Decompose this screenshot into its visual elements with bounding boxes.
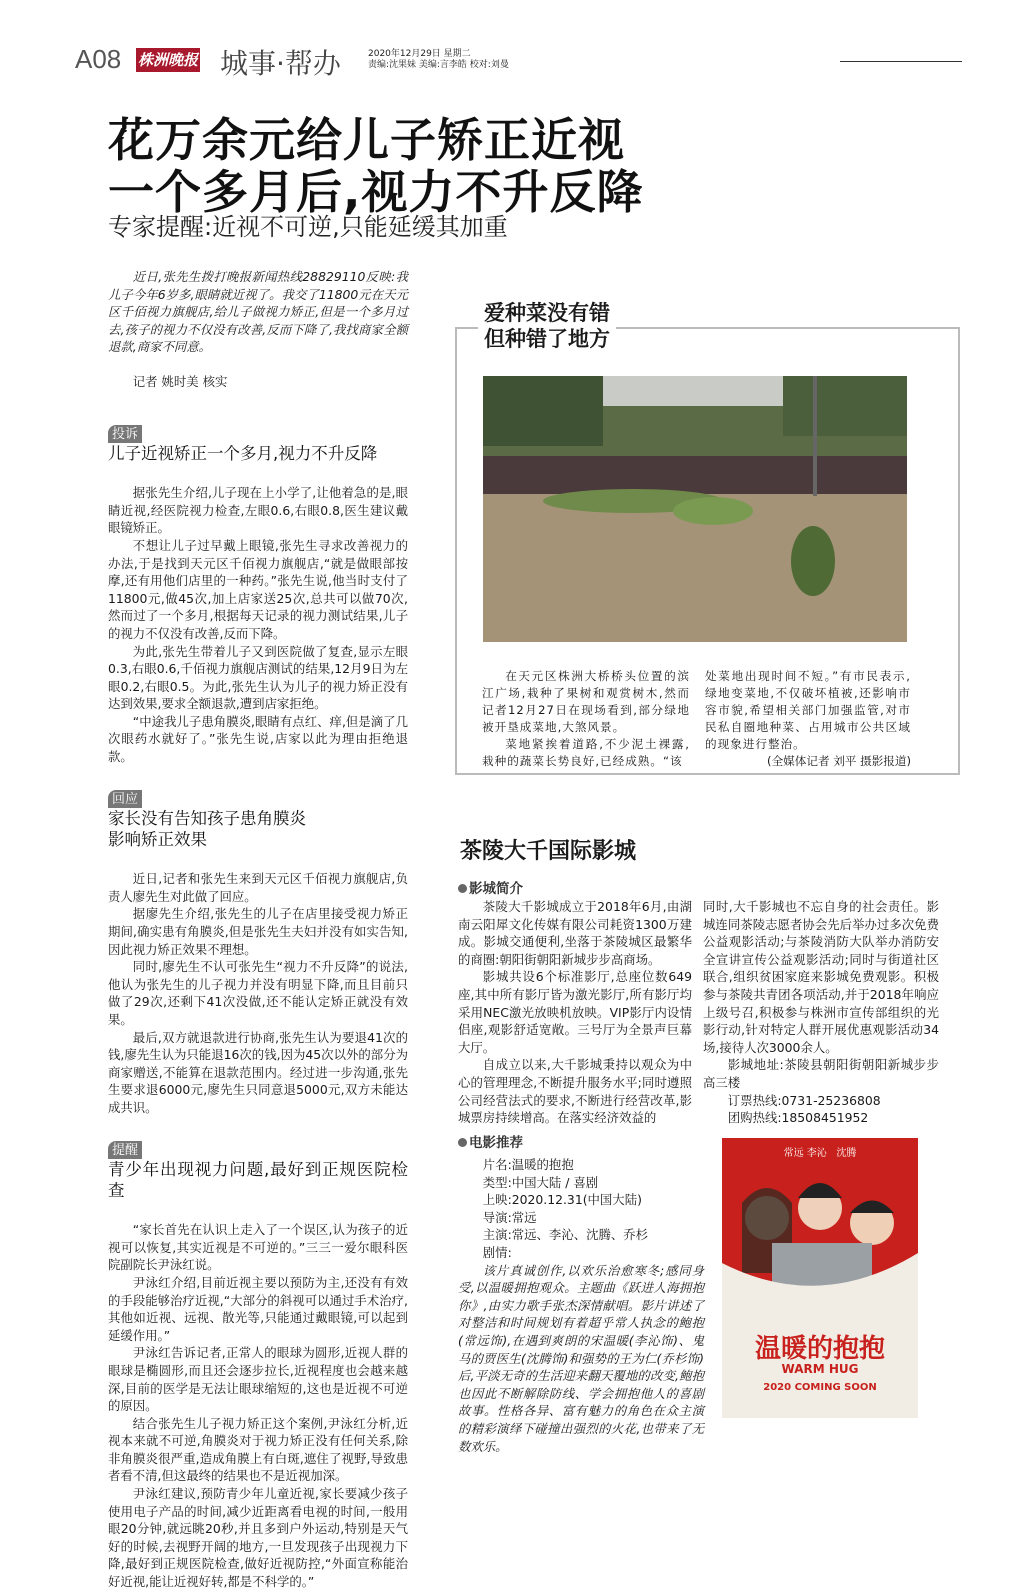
body-paragraph: 据廖先生介绍,张先生的儿子在店里接受视力矫正期间,确实患有角膜炎,但是张先生夫妇并没有如实告知,因此视力矫正效果不理想。 (108, 906, 408, 957)
article-section (108, 425, 408, 766)
film-info-line: 主演:常远、李沁、沈腾、乔杉 (482, 1227, 649, 1243)
ticket-hotline: 订票热线:0731-25236808 (727, 1092, 881, 1108)
tag-label: 投诉 (108, 425, 142, 444)
cinema-paragraph: 自成立以来,大千影城秉持以观众为中心的管理理念,不断提升服务水平;同时遵照公司经营法式的要求,不断进行经营改革,影城票房持续增高。在落实经济效益的 (458, 1057, 692, 1126)
tag-label: 提醒 (108, 1141, 142, 1160)
article-section (108, 1141, 408, 1591)
reporter-line: 记者 姚时美 核实 (132, 373, 228, 389)
headline-line2: 一个多月后,视力不升反降 (108, 165, 644, 219)
section-tag (108, 425, 408, 444)
headline-line1: 花万余元给儿子矫正近视 (108, 113, 625, 167)
cinema-address: 影城地址:茶陵县朝阳街朝阳新城步步高三楼 (703, 1057, 939, 1090)
film-info-line: 剧情: (482, 1244, 512, 1260)
bullet-icon (458, 1138, 467, 1147)
photo-caption-left (482, 668, 690, 770)
movie-poster (722, 1138, 918, 1418)
section-tag (108, 790, 408, 809)
newspaper-logo: 株洲晚报 (136, 48, 200, 72)
article-section (108, 790, 408, 1117)
photo-byline: (全媒体记者 刘平 摄影报道) (767, 754, 911, 768)
film-rec-label (458, 1131, 523, 1151)
film-info-line: 类型:中国大陆 / 喜剧 (482, 1174, 599, 1190)
section-title: 城事·帮办 (220, 47, 341, 80)
body-paragraph: 尹泳红建议,预防青少年儿童近视,家长要减少孩子使用电子产品的时间,减少近距离看电视的时间,一般用眼20分钟,就远眺20秒,并且多到户外运动,特别是天气好的时候,去视野开阔的地方,一旦发现孩子出现视力下降,最好到正规医院检查,做好近视防控,“外面宣称能治好近视,能让近视好转,都是不科学的。” (108, 1486, 408, 1590)
subheadline: 专家提醒:近视不可逆,只能延缓其加重 (108, 213, 508, 241)
poster-title: 温暖的抱抱 (754, 1334, 885, 1364)
intro-paragraph: 近日,张先生拨打晚报新闻热线28829110反映:我儿子今年6岁多,眼睛就近视了。我交了11800元在天元区千佰视力旗舰店,给儿子做视力矫正,但是一个多月过去,孩子的视力不仅没有改善,反而下降了,我找商家全额退款,商家不同意。 (108, 269, 408, 355)
date-credits (368, 49, 509, 71)
section-heading: 青少年出现视力问题,最好到正规医院检查 (108, 1160, 408, 1201)
cinema-intro-label (458, 877, 523, 897)
editor-credits: 责编:沈果妹 美编:言李皓 校对:刘曼 (368, 60, 509, 70)
body-paragraph: 近日,记者和张先生来到天元区千佰视力旗舰店,负责人廖先生对此做了回应。 (108, 871, 408, 904)
body-paragraph: “家长首先在认识上走入了一个误区,认为孩子的近视可以恢复,其实近视是不可逆的。”三三一爱尔眼科医院副院长尹泳红说。 (108, 1222, 408, 1273)
cinema-title: 茶陵大千国际影城 (460, 839, 637, 864)
vegetable-plot-photo (483, 376, 907, 642)
header-rule (840, 61, 962, 62)
label-text: 电影推荐 (469, 1135, 523, 1151)
tag-label: 回应 (108, 790, 142, 809)
body-paragraph: “中途我儿子患角膜炎,眼睛有点红、痒,但是滴了几次眼药水就好了。”张先生说,店家以此为理由拒绝退款。 (108, 713, 408, 765)
film-info-line: 片名:温暖的抱抱 (482, 1157, 574, 1172)
photo-caption-right (705, 668, 911, 770)
film-info-line: 导演:常远 (482, 1209, 537, 1225)
caption-paragraph: 处菜地出现时间不短。”有市民表示,绿地变菜地,不仅破坏植被,还影响市容市貌,希望相关部门加强监管,对市民私自圈地种菜、占用城市公共区域的现象进行整治。 (705, 669, 911, 751)
cinema-column-1 (458, 898, 692, 1127)
film-info (458, 1156, 704, 1455)
body-paragraph: 尹泳红告诉记者,正常人的眼球为圆形,近视人群的眼球是椭圆形,而且还会逐步拉长,近视程度也会越来越深,目前的医学是无法让眼球缩短的,这也是近视不可逆的原因。 (108, 1345, 408, 1414)
body-paragraph: 最后,双方就退款进行协商,张先生认为要退41次的钱,廖先生认为只能退16次的钱,因为45次以外的部分为商家赠送,不能算在退款范围内。经过进一步沟通,张先生要求退6000元,廖先生只同意退5000元,双方未能达成共识。 (108, 1029, 408, 1115)
label-text: 影城简介 (469, 881, 523, 897)
cinema-paragraph: 茶陵大千影城成立于2018年6月,由湖南云阳犀文化传媒有限公司耗资1300万建成。影城交通便利,坐落于茶陵城区最繁华的商圈:朝阳街朝阳新城步步高商场。 (458, 899, 692, 967)
body-paragraph: 同时,廖先生不认可张先生“视力不升反降”的说法,他认为张先生的儿子视力并没有明显下降,而且目前只做了29次,还剩下41次没做,还不能认定矫正就没有效果。 (108, 959, 408, 1027)
photo-story-title (478, 300, 616, 352)
body-paragraph: 结合张先生儿子视力矫正这个案例,尹泳红分析,近视本来就不可逆,角膜炎对于视力矫正没有任何关系,除非角膜炎很严重,造成角膜上有白斑,遮住了视野,导致患者看不清,但这最终的结果也不是近视加深。 (108, 1415, 408, 1484)
body-paragraph: 尹泳红介绍,目前近视主要以预防为主,还没有有效的手段能够治疗近视,“大部分的斜视可以通过手术治疗,其他如近视、远视、散光等,只能通过戴眼镜,可以起到延缓作用。” (108, 1274, 408, 1343)
section-heading: 家长没有告知孩子患角膜炎 影响矫正效果 (108, 809, 306, 850)
poster-english-title: WARM HUG (781, 1362, 859, 1376)
poster-coming-soon: 2020 COMING SOON (763, 1382, 877, 1393)
cinema-paragraph: 同时,大千影城也不忘自身的社会责任。影城连同茶陵志愿者协会先后举办过多次免费公益观影活动;与茶陵消防大队举办消防安全宣讲宣传公益观影活动;同时与街道社区联合,组织贫困家庭来影城免费观影。积极参与茶陵共青团各项活动,并于2018年响应上级号召,积极参与株洲市宣传部组织的光影行动,针对特定人群开展优惠观影活动34场,接待人次3000余人。 (703, 899, 939, 1055)
section-heading: 儿子近视矫正一个多月,视力不升反降 (108, 444, 378, 464)
poster-cast2: 沈腾 (836, 1148, 857, 1159)
film-info-line: 上映:2020.12.31(中国大陆) (482, 1192, 642, 1208)
cinema-paragraph: 影城共设6个标准影厅,总座位数649座,其中所有影厅皆为激光影厅,所有影厅均采用NEC激光放映机放映。VIP影厅内设情侣座,观影舒适宽敞。三号厅为全景声巨幕大厅。 (458, 969, 692, 1055)
cinema-column-2 (703, 898, 939, 1127)
section-tag (108, 1141, 408, 1160)
photo-title-line1: 爱种菜没有错 (484, 301, 610, 325)
body-paragraph: 不想让儿子过早戴上眼镜,张先生寻求改善视力的办法,于是找到天元区千佰视力旗舰店,“就是做眼部按摩,还有用他们店里的一种药。”张先生说,他当时支付了11800元,做45次,加上店家送25次,总共可以做70次,然而过了一个多月,根据每天记录的视力测试结果,儿子的视力不仅没有改善,反而下降。 (108, 537, 408, 641)
page-number: A08 (75, 44, 122, 74)
article-left-column (108, 268, 408, 1591)
bullet-icon (458, 884, 467, 893)
caption-paragraph: 在天元区株洲大桥桥头位置的滨江广场,栽种了果树和观赏树木,然而记者12月27日在现场看到,部分绿地被开垦成菜地,大煞风景。 (482, 669, 690, 734)
issue-date: 2020年12月29日 星期二 (368, 49, 471, 59)
photo-title-line2: 但种错了地方 (484, 327, 610, 351)
group-hotline: 团购热线:18508451952 (727, 1110, 869, 1126)
body-paragraph: 为此,张先生带着儿子又到医院做了复查,显示左眼0.3,右眼0.6,千佰视力旗舰店测试的结果,12月9日为左眼0.2,右眼0.5。为此,张先生认为儿子的视力矫正没有达到效果,要求全额退款,遭到店家拒绝。 (108, 643, 408, 712)
body-paragraph: 据张先生介绍,儿子现在上小学了,让他着急的是,眼睛近视,经医院视力检查,左眼0.6,右眼0.8,医生建议戴眼镜矫正。 (108, 485, 408, 536)
poster-cast: 常远 李沁 (783, 1148, 827, 1159)
film-plot: 该片真诚创作,以欢乐治愈寒冬;感同身受,以温暖拥抱观众。主题曲《跃进人海拥抱你》,由实力歌手张杰深情献唱。影片讲述了对整洁和时间规划有着超乎常人执念的鲍抱(常远饰),在遇到爽朗的宋温暖(李沁饰)、鬼马的贾医生(沈腾饰)和强势的王为仁(乔杉饰)后,平淡无奇的生活迎来翻天覆地的改变,鲍抱也因此不断解除防线、学会拥抱他人的喜剧故事。性格各异、富有魅力的角色在众主演的精彩演绎下碰撞出强烈的火花,也带来了无数欢乐。 (458, 1262, 704, 1454)
caption-paragraph: 菜地紧挨着道路,不少泥土裸露,栽种的蔬菜长势良好,已经成熟。“该 (482, 737, 690, 768)
